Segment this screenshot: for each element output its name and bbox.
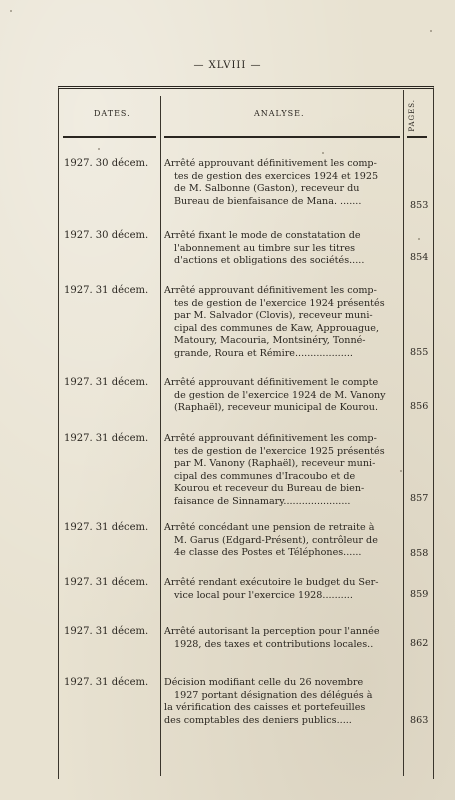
- entry-analysis: [164, 230, 402, 268]
- entry-analysis: [164, 158, 402, 208]
- entry-line: d'actions et obligations des sociétés.....: [174, 255, 365, 266]
- entry-line: l'abonnement au timbre sur les titres: [174, 242, 356, 254]
- entry-line: Arrêté rendant exécutoire le budget du Ser-: [164, 577, 379, 588]
- entry-page: 853: [410, 200, 429, 211]
- entry-line: cipal des communes d'Iracoubo et de: [174, 470, 356, 482]
- entry-analysis: [164, 377, 402, 415]
- entry-line: tes de gestion de l'exercice 1925 présentés: [174, 445, 385, 457]
- entry-page: 854: [410, 252, 429, 263]
- entry-line: Arrêté approuvant définitivement le compte: [164, 377, 379, 388]
- header-analyse: ANALYSE.: [254, 109, 305, 118]
- entry-line: Arrêté concédant une pension de retraite à: [164, 522, 375, 533]
- paper-speck: [10, 10, 12, 12]
- paper-speck: [430, 30, 432, 32]
- page-number: — XLVIII —: [193, 60, 262, 71]
- entry-line: la vérification des caisses et portefeuilles: [164, 702, 366, 713]
- entry-line: Arrêté approuvant définitivement les comp-: [164, 433, 377, 444]
- entry-analysis: [164, 433, 402, 508]
- entry-line: des comptables des deniers publics.....: [164, 714, 352, 726]
- entry-line: tes de gestion de l'exercice 1924 présentés: [174, 297, 385, 309]
- entry-analysis: [164, 285, 402, 360]
- entry-line: Matoury, Macouria, Montsinéry, Tonné-: [174, 335, 366, 346]
- entry-line: Arrêté autorisant la perception pour l'année: [164, 626, 380, 637]
- entry-line: 1927 portant désignation des délégués à: [174, 689, 373, 701]
- column-divider-dates: [160, 96, 161, 776]
- entry-date: 1927. 31 décem.: [64, 677, 149, 688]
- header-rule-pages: [407, 136, 427, 138]
- paper-speck: [418, 238, 420, 240]
- entry-date: 1927. 31 décem.: [64, 577, 149, 588]
- entry-page: 863: [410, 715, 429, 726]
- header-dates: DATES.: [94, 109, 131, 118]
- entry-page: 857: [410, 493, 429, 504]
- entry-line: faisance de Sinnamary......................: [174, 495, 351, 507]
- entry-line: de gestion de l'exercice 1924 de M. Vanony: [174, 389, 386, 401]
- entry-line: Arrêté fixant le mode de constatation de: [164, 230, 361, 241]
- entry-line: 4e classe des Postes et Téléphones......: [174, 547, 362, 558]
- column-divider-pages: [403, 90, 404, 776]
- entry-line: Kourou et receveur du Bureau de bien-: [174, 483, 365, 494]
- entry-line: Arrêté approuvant définitivement les comp-: [164, 285, 377, 296]
- entry-line: par M. Salvador (Clovis), receveur muni-: [174, 310, 373, 321]
- entry-page: 858: [410, 548, 429, 559]
- entry-date: 1927. 30 décem.: [64, 158, 149, 169]
- paper-speck: [400, 470, 402, 472]
- entry-line: grande, Roura et Rémire...................: [174, 347, 353, 359]
- entry-analysis: [164, 626, 402, 651]
- entry-line: 1928, des taxes et contributions locales..: [174, 638, 374, 650]
- entry-analysis: [164, 677, 402, 727]
- entry-line: par M. Vanony (Raphaël), receveur muni-: [174, 458, 376, 469]
- table-header: [58, 93, 432, 135]
- entry-line: (Raphaël), receveur municipal de Kourou.: [174, 402, 379, 413]
- entry-analysis: [164, 577, 402, 602]
- entry-date: 1927. 30 décem.: [64, 230, 149, 241]
- entry-line: Bureau de bienfaisance de Mana. .......: [174, 195, 362, 207]
- entry-analysis: [164, 522, 402, 560]
- entry-date: 1927. 31 décem.: [64, 522, 149, 533]
- entry-page: 855: [410, 347, 429, 358]
- entry-line: tes de gestion des exercices 1924 et 1925: [174, 170, 379, 182]
- paper-speck: [322, 152, 324, 154]
- entry-line: cipal des communes de Kaw, Approuague,: [174, 322, 380, 334]
- entry-date: 1927. 31 décem.: [64, 433, 149, 444]
- entry-line: M. Garus (Edgard-Présent), contrôleur de: [174, 534, 378, 546]
- entry-line: Arrêté approuvant définitivement les comp-: [164, 158, 377, 169]
- entry-date: 1927. 31 décem.: [64, 626, 149, 637]
- entry-page: 859: [410, 589, 429, 600]
- entry-line: vice local pour l'exercice 1928..........: [174, 589, 353, 601]
- paper-speck: [98, 148, 100, 150]
- entry-page: 856: [410, 401, 429, 412]
- entry-line: Décision modifiant celle du 26 novembre: [164, 677, 364, 688]
- entry-page: 862: [410, 638, 429, 649]
- entry-date: 1927. 31 décem.: [64, 285, 149, 296]
- entry-date: 1927. 31 décem.: [64, 377, 149, 388]
- entry-line: de M. Salbonne (Gaston), receveur du: [174, 183, 360, 194]
- header-pages: PAGES.: [408, 99, 416, 132]
- header-rule-analyse: [164, 136, 400, 138]
- header-rule-dates: [63, 136, 156, 138]
